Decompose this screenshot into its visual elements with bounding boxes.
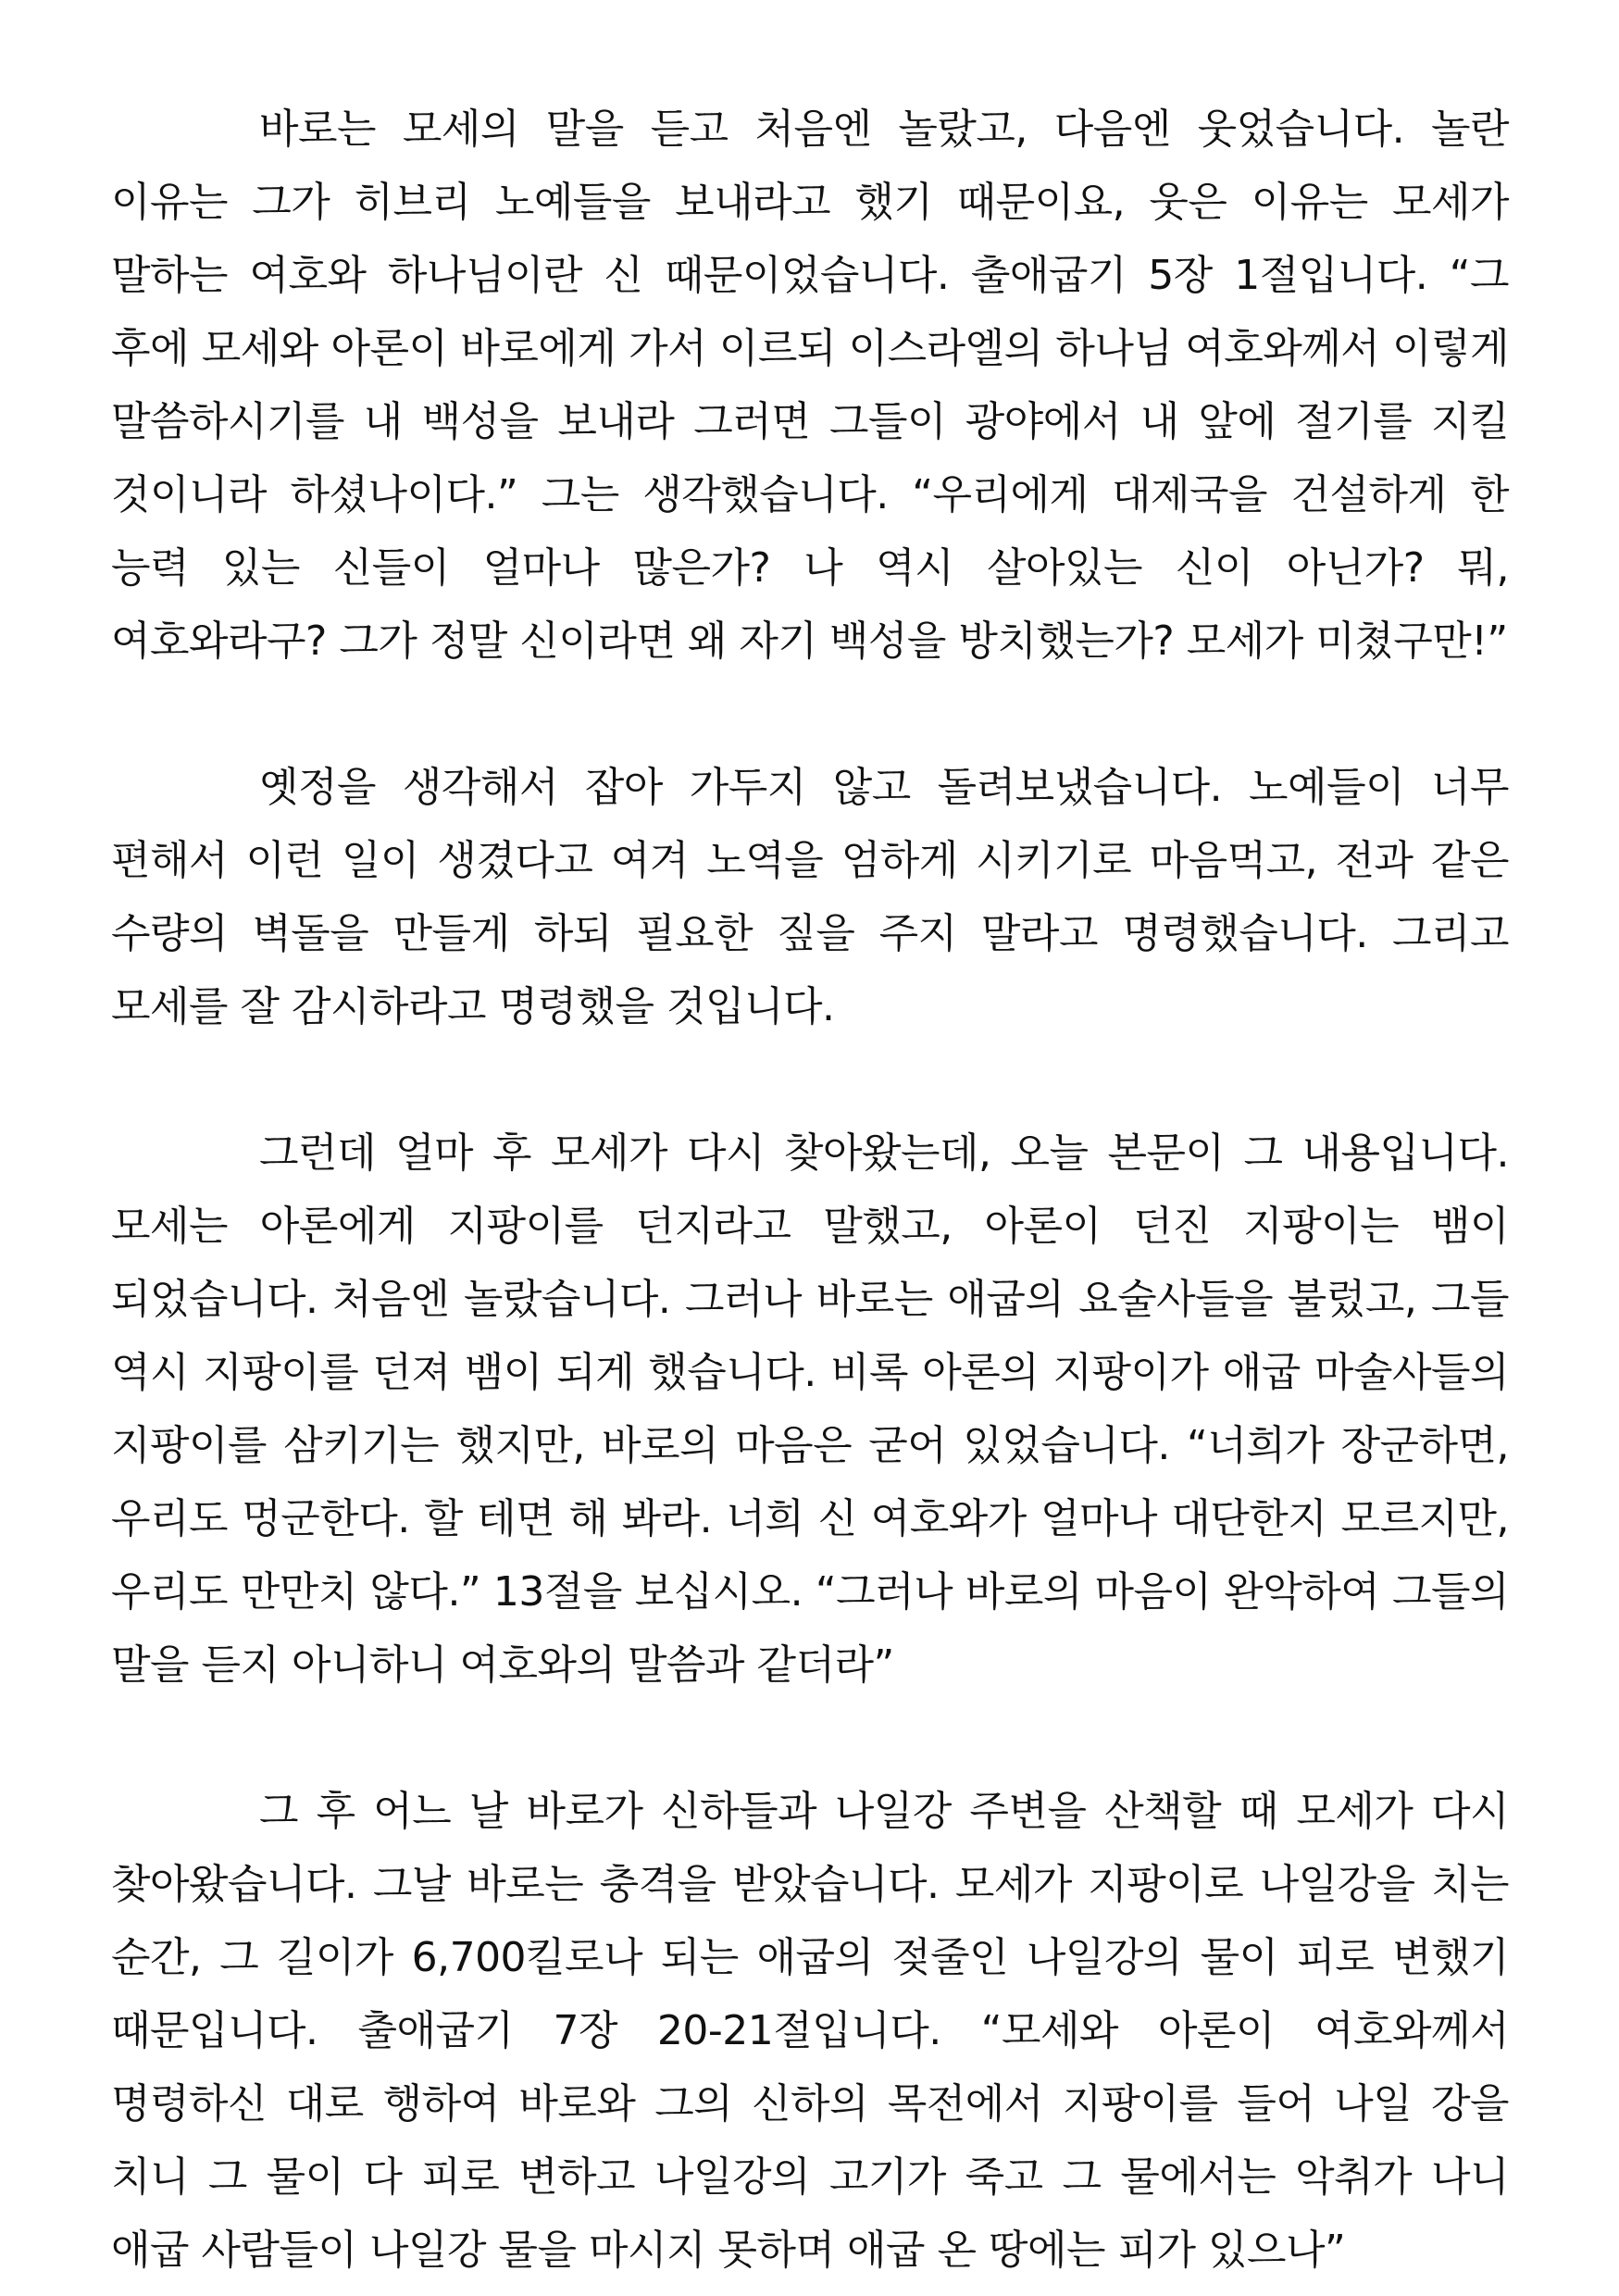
paragraph-1: 바로는 모세의 말을 듣고 처음엔 놀랐고, 다음엔 웃었습니다. 놀란 이유는 그가 히브리 노예들을 보내라고 했기 때문이요, 웃은 이유는 모세가 말하는 여호와 하나님이란 신 때문이었습니다. 출애굽기 5장 1절입니다. “그 후에 모세와 아론이 바로에게 가서 이르되 이스라엘의 하나님 여호와께서 이렇게 말씀하시기를 내 백성을 보내라 그러면 그들이 광야에서 내 앞에 절기를 지킬 것이니라 하셨나이다.” 그는 생각했습니다. “우리에게 대제국을 건설하게 한 능력 있는 신들이 얼마나 많은가? 나 역시 살아있는 신이 아닌가? 뭐, 여호와라구? 그가 정말 신이라면 왜 자기 백성을 방치했는가? 모세가 미쳤구만!” [111, 106, 1509, 665]
paragraph-2: 옛정을 생각해서 잡아 가두지 않고 돌려보냈습니다. 노예들이 너무 편해서 이런 일이 생겼다고 여겨 노역을 엄하게 시키기로 마음먹고, 전과 같은 수량의 벽돌을 만들게 하되 필요한 짚을 주지 말라고 명령했습니다. 그리고 모세를 잘 감시하라고 명령했을 것입니다. [111, 764, 1509, 1030]
paragraph-3: 그런데 얼마 후 모세가 다시 찾아왔는데, 오늘 본문이 그 내용입니다. 모세는 아론에게 지팡이를 던지라고 말했고, 아론이 던진 지팡이는 뱀이 되었습니다. 처음엔 놀랐습니다. 그러나 바로는 애굽의 요술사들을 불렀고, 그들 역시 지팡이를 던져 뱀이 되게 했습니다. 비록 아론의 지팡이가 애굽 마술사들의 지팡이를 삼키기는 했지만, 바로의 마음은 굳어 있었습니다. “너희가 장군하면, 우리도 멍군한다. 할 테면 해 봐라. 너희 신 여호와가 얼마나 대단한지 모르지만, 우리도 만만치 않다.” 13절을 보십시오. “그러나 바로의 마음이 완악하여 그들의 말을 듣지 아니하니 여호와의 말씀과 같더라” [111, 1129, 1509, 1689]
paragraph-4: 그 후 어느 날 바로가 신하들과 나일강 주변을 산책할 때 모세가 다시 찾아왔습니다. 그날 바로는 충격을 받았습니다. 모세가 지팡이로 나일강을 치는 순간, 그 길이가 6,700킬로나 되는 애굽의 젖줄인 나일강의 물이 피로 변했기 때문입니다. 출애굽기 7장 20-21절입니다. “모세와 아론이 여호와께서 명령하신 대로 행하여 바로와 그의 신하의 목전에서 지팡이를 들어 나일 강을 치니 그 물이 다 피로 변하고 나일강의 고기가 죽고 그 물에서는 악취가 나니 애굽 사람들이 나일강 물을 마시지 못하며 애굽 온 땅에는 피가 있으나” [111, 1788, 1509, 2274]
document-page [111, 93, 1509, 2287]
